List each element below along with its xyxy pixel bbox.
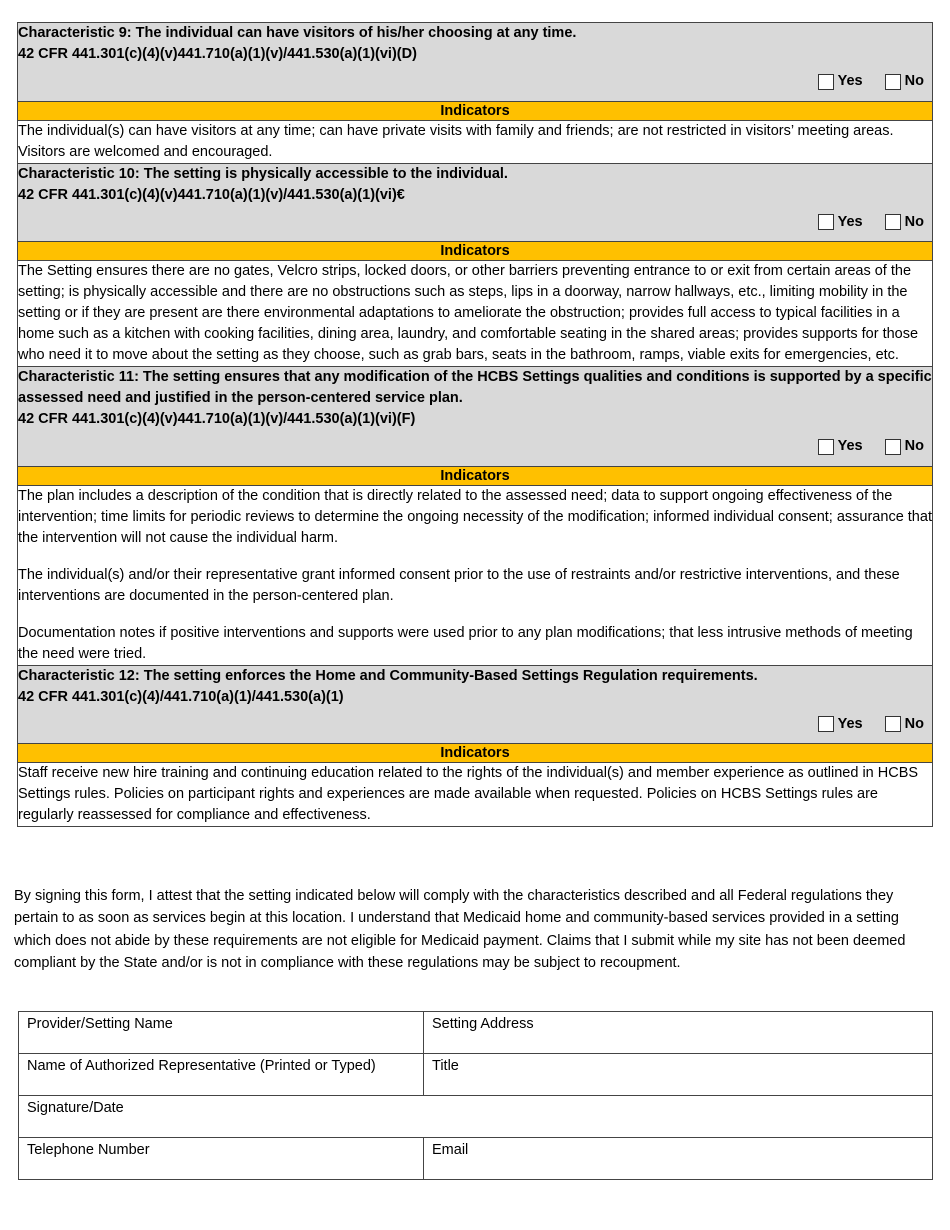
characteristic-title: Characteristic 9: The individual can have visitors of his/her choosing at any time. (18, 25, 577, 41)
indicators-body (18, 763, 933, 827)
email-field[interactable] (424, 1138, 933, 1180)
indicators-heading: Indicators (18, 101, 933, 120)
signature-date-field[interactable] (19, 1096, 933, 1138)
yes-checkbox[interactable] (818, 74, 834, 90)
indicator-text: The Setting ensures there are no gates, Velcro strips, locked doors, or other barriers preventing entrance to or exit from certain areas of the setting; is physically accessible and there are no obstructions such as steps, lips in a doorway, narrow hallways, etc., limiting mobility in the setting or if they are present are there environmental adaptations to ameliorate the obstruction; provides full access to typical facilities in a home such as a kitchen with cooking facilities, dining area, laundry, and comfortable seating in the shared areas; provides supports for those who need it to move about the setting as they choose, such as grab bars, seats in the bathroom, ramps, viable exits for emergencies, etc. (18, 263, 919, 363)
cfr-citation: 42 CFR 441.301(c)(4)(v)441.710(a)(1)(v)/441.530(a)(1)(vi)(F) (18, 411, 416, 427)
indicator-text: The plan includes a description of the condition that is directly related to the assessed need; data to support ongoing effectiveness of the intervention; time limits for periodic reviews to determine the ongoing necessity of the modification; informed individual consent; assurance that the intervention will not cause the individual harm. (18, 487, 932, 546)
characteristic-header (18, 23, 933, 102)
indicator-text: Staff receive new hire training and continuing education related to the rights of the individual(s) and member experience as outlined in HCBS Settings rules. Policies on participant rights and experiences are made available when requested. Policies on HCBS Settings rules are regularly reassessed for compliance and effectiveness. (18, 765, 919, 823)
characteristics-section (17, 22, 933, 827)
yes-option[interactable] (818, 73, 863, 90)
yes-option[interactable] (818, 438, 863, 455)
cfr-citation: 42 CFR 441.301(c)(4)(v)441.710(a)(1)(v)/441.530(a)(1)(vi)(D) (18, 46, 417, 62)
signature-table (18, 1011, 933, 1180)
indicators-heading: Indicators (18, 744, 933, 763)
yes-option[interactable] (818, 214, 863, 231)
yes-label: Yes (837, 438, 863, 454)
cfr-citation: 42 CFR 441.301(c)(4)/441.710(a)(1)/441.530(a)(1) (18, 688, 344, 705)
yes-checkbox[interactable] (818, 214, 834, 230)
yes-label: Yes (837, 73, 863, 89)
provider-name-field[interactable] (19, 1012, 424, 1054)
indicators-body (18, 261, 933, 367)
authorized-rep-field[interactable] (19, 1054, 424, 1096)
characteristic-title: Characteristic 11: The setting ensures that any modification of the HCBS Settings qualities and conditions is supported by a specific assessed need and justified in the person-centered service plan. (18, 369, 932, 406)
telephone-label: Telephone Number (27, 1142, 150, 1158)
no-checkbox[interactable] (885, 716, 901, 732)
no-checkbox[interactable] (885, 74, 901, 90)
indicator-text: The individual(s) can have visitors at any time; can have private visits with family and friends; are not restricted in visitors’ meeting areas. Visitors are welcomed and encouraged. (18, 122, 894, 160)
cfr-citation: 42 CFR 441.301(c)(4)(v)441.710(a)(1)(v)/441.530(a)(1)(vi)€ (18, 186, 405, 203)
characteristic-title: Characteristic 12: The setting enforces the Home and Community-Based Settings Regulation requirements. (18, 667, 758, 684)
setting-address-label: Setting Address (432, 1016, 534, 1032)
provider-name-label: Provider/Setting Name (27, 1016, 173, 1032)
no-option[interactable] (885, 214, 924, 231)
characteristic-title: Characteristic 10: The setting is physically accessible to the individual. (18, 165, 508, 182)
characteristic-header (18, 665, 933, 744)
no-option[interactable] (885, 716, 924, 733)
characteristic-header (18, 367, 933, 467)
indicator-text: The individual(s) and/or their representative grant informed consent prior to the use of restraints and/or restrictive interventions, and these interventions are documented in the person-centered plan. (18, 566, 900, 604)
email-label: Email (432, 1142, 469, 1158)
title-label: Title (432, 1058, 459, 1074)
indicator-text: Documentation notes if positive interventions and supports were used prior to any plan modifications; that less intrusive methods of meeting the need were tried. (18, 624, 913, 662)
setting-address-field[interactable] (424, 1012, 933, 1054)
indicators-heading: Indicators (18, 466, 933, 485)
attestation-paragraph: By signing this form, I attest that the setting indicated below will comply with the characteristics described and all Federal regulations they pertain to as soon as services begin at this location. I understand that Medicaid home and community-based services provided in a setting which does not abide by these requirements are not eligible for Medicaid payment. Claims that I submit while my site has not been deemed compliant by the State and/or is not in compliance with these regulations may be subject to recoupment. (14, 888, 906, 972)
title-field[interactable] (424, 1054, 933, 1096)
no-checkbox[interactable] (885, 439, 901, 455)
indicators-heading: Indicators (18, 242, 933, 261)
yes-no-row (18, 206, 932, 242)
no-label: No (904, 438, 924, 454)
yes-no-row (18, 65, 932, 101)
yes-checkbox[interactable] (818, 439, 834, 455)
no-label: No (904, 715, 924, 732)
yes-label: Yes (837, 715, 863, 732)
no-label: No (904, 213, 924, 230)
indicators-body (18, 485, 933, 665)
characteristic-header (18, 163, 933, 242)
yes-no-row (18, 708, 932, 744)
indicators-body (18, 120, 933, 163)
authorized-rep-label: Name of Authorized Representative (Printed or Typed) (27, 1058, 376, 1074)
characteristics-table (17, 22, 933, 827)
telephone-field[interactable] (19, 1138, 424, 1180)
yes-option[interactable] (818, 716, 863, 733)
signature-date-label: Signature/Date (27, 1100, 124, 1116)
no-option[interactable] (885, 438, 924, 455)
no-label: No (904, 73, 924, 89)
no-checkbox[interactable] (885, 214, 901, 230)
no-option[interactable] (885, 73, 924, 90)
yes-no-row (18, 430, 932, 466)
yes-label: Yes (837, 213, 863, 230)
yes-checkbox[interactable] (818, 716, 834, 732)
